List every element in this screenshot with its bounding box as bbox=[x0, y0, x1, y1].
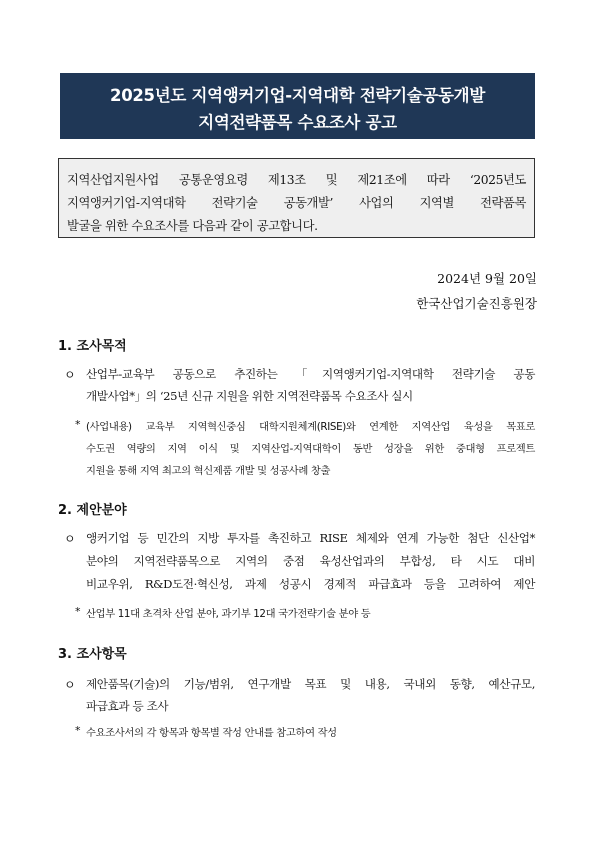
title-line-1: 2025년도 지역앵커기업-지역대학 전략기술공동개발 bbox=[110, 86, 485, 105]
bullet-mark: ㅇ bbox=[64, 368, 76, 382]
note-mark: * bbox=[75, 724, 81, 737]
section-2-heading: 2. 제안분야 bbox=[58, 503, 127, 518]
title-banner bbox=[60, 73, 535, 139]
intro-line-3: 발굴을 위한 수요조사를 다음과 같이 공고합니다. bbox=[67, 219, 318, 233]
bullet-mark: ㅇ bbox=[64, 532, 76, 546]
issuer-name: 한국산업기술진흥원장 bbox=[416, 296, 537, 311]
note-mark: * bbox=[75, 605, 81, 618]
section-3-bullet-line-2: 파급효과 등 조사 bbox=[86, 699, 169, 713]
section-2-bullet-line-2: 분야의 지역전략품목으로 지역의 중점 육성산업과의 부합성, 타 시도 대비 bbox=[86, 554, 535, 568]
section-2-bullet-line-3: 비교우위, R&D도전·혁신성, 과제 성공시 경제적 파급효과 등을 고려하여 제안 bbox=[86, 577, 535, 591]
note-mark: * bbox=[75, 418, 81, 431]
title-line-2: 지역전략품목 수요조사 공고 bbox=[198, 113, 397, 132]
section-1-bullet-line-2: 개발사업*」의 ‘25년 신규 지원을 위한 지역전략품목 수요조사 실시 bbox=[86, 389, 413, 403]
section-1-heading: 1. 조사목적 bbox=[58, 339, 127, 354]
section-3-bullet-line-1: 제안품목(기술)의 기능/범위, 연구개발 목표 및 내용, 국내외 동향, 예산규모, bbox=[86, 677, 535, 691]
intro-box bbox=[58, 158, 535, 238]
section-2-bullet-line-1: 앵커기업 등 민간의 지방 투자를 촉진하고 RISE 체제와 연계 가능한 첨단 신산업* bbox=[86, 531, 535, 545]
section-1-note-line-3: 지원을 통해 지역 최고의 혁신제품 개발 및 성공사례 창출 bbox=[86, 465, 331, 477]
bullet-mark: ㅇ bbox=[64, 678, 76, 692]
intro-line-2: 지역앵커기업-지역대학 전략기술 공동개발’ 사업의 지역별 전략품목 bbox=[67, 196, 526, 210]
section-3-heading: 3. 조사항목 bbox=[58, 647, 127, 662]
announcement-date: 2024년 9월 20일 bbox=[437, 271, 537, 286]
section-1-note-line-2: 수도권 역량의 지역 이식 및 지역산업-지역대학이 동반 성장을 위한 중대형 프로젝트 bbox=[86, 443, 535, 455]
section-1-bullet-line-1: 산업부-교육부 공동으로 추진하는 「지역앵커기업-지역대학 전략기술 공동 bbox=[86, 367, 535, 381]
intro-line-1: 지역산업지원사업 공통운영요령 제13조 및 제21조에 따라 ‘2025년도 bbox=[67, 173, 526, 187]
section-1-note-line-1: (사업내용) 교육부 지역혁신중심 대학지원체계(RISE)와 연계한 지역산업 육성을 목표로 bbox=[86, 421, 535, 433]
section-2-note-line-1: 산업부 11대 초격차 산업 분야, 과기부 12대 국가전략기술 분야 등 bbox=[86, 608, 371, 620]
section-3-note-line-1: 수요조사서의 각 항목과 항목별 작성 안내를 참고하여 작성 bbox=[86, 727, 337, 739]
